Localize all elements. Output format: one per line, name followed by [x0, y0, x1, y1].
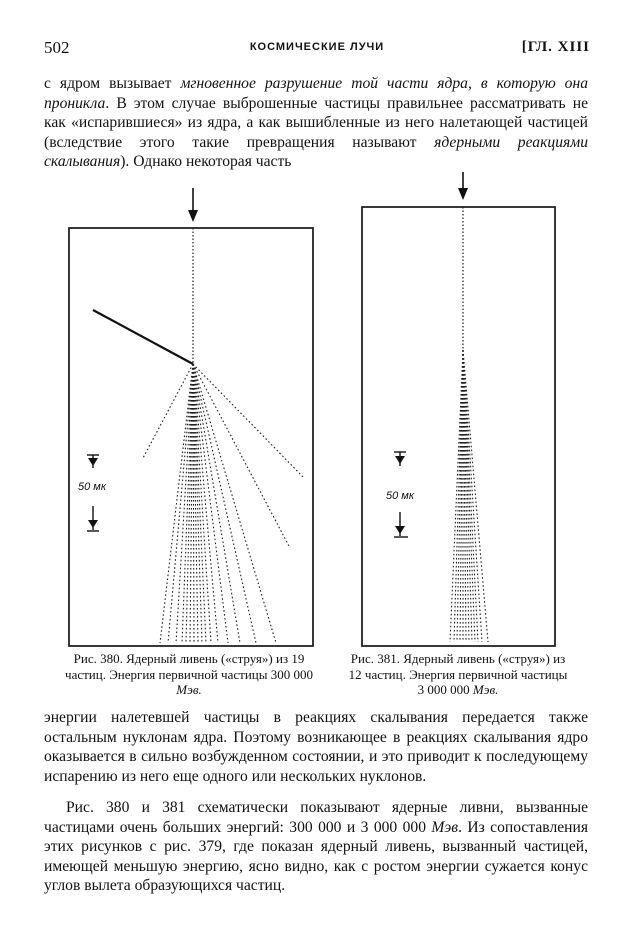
figure-381-track-1 — [450, 350, 463, 642]
figure-381-arrow-head — [458, 188, 468, 200]
figure-380-track-2 — [160, 364, 193, 643]
figure-381-shower-tracks — [450, 350, 488, 642]
figure-381-caption-unit: Мэв. — [472, 682, 499, 697]
figure-380-track-6 — [186, 364, 193, 643]
figure-380-heavy-track — [93, 310, 193, 364]
figure-380 — [68, 188, 314, 648]
figure-380-track-11 — [193, 364, 206, 643]
figure-380-track-7 — [190, 364, 193, 643]
paragraph-3 — [44, 798, 588, 896]
figure-381-track-9 — [463, 350, 475, 642]
running-title: КОСМИЧЕСКИЕ ЛУЧИ — [249, 41, 385, 53]
paragraph-3-emphasis: Мэв — [431, 818, 459, 836]
paragraph-1 — [44, 74, 588, 172]
paragraph-1-emphasis-b: ядерными реакциями скалывания — [44, 133, 588, 171]
figure-381-caption-text: Рис. 381. Ядерный ливень («струя») из 12 частиц. Энергия первичной частицы 3 000 000 — [348, 651, 568, 697]
figure-381-scale-label: 50 мк — [386, 490, 415, 502]
figure-380-track-19 — [193, 364, 304, 478]
chapter-label: [ГЛ. XIII — [521, 39, 590, 55]
figure-380-track-14 — [193, 364, 228, 643]
figure-380-scale-label: 50 мк — [78, 481, 107, 493]
figure-380-track-15 — [193, 364, 240, 643]
page-header — [44, 38, 590, 58]
figure-380-caption-text: Рис. 380. Ядерный ливень («струя») из 19 частиц. Энергия первичной частицы 300 000 — [65, 651, 313, 682]
paragraph-1-text-c: ). Однако некоторая часть — [120, 153, 292, 171]
figure-381-drawing — [358, 172, 558, 648]
figure-381 — [358, 172, 558, 648]
figure-380-caption-unit: Мэв. — [176, 682, 202, 697]
figure-380-caption — [58, 651, 320, 698]
figure-380-track-16 — [193, 364, 256, 643]
page-number: 502 — [44, 38, 70, 57]
figure-381-frame — [362, 207, 555, 646]
paragraph-3-text-b: . Из сопоставления этих рисунков с рис. 379, где показан ядерный ливень, вызванный частицей, имеющей меньшую энергию, ясно видно, как с ростом энергии сужается конус углов вылета образующихся частиц. — [44, 818, 589, 895]
paragraph-2: энергии налетевшей частицы в реакциях скалывания передается также остальным нуклонам ядра. Поэтому возникающее в реакциях скалывания ядро оказывается в сильно возбужденном состоянии, и это приводит к последующему испарению из него еще одного или нескольких нуклонов. — [44, 709, 588, 785]
figure-381-track-2 — [454, 350, 463, 642]
figure-380-track-12 — [193, 364, 211, 643]
paragraph-3-text-a: Рис. 380 и 381 схематически показывают ядерные ливни, вызванные частицами очень больших энергий: 300 000 и 3 000 000 — [44, 799, 588, 836]
figure-380-track-8 — [193, 364, 194, 643]
figure-381-caption — [344, 651, 572, 698]
paragraph-1-text-a: с ядром вызывает — [44, 75, 181, 92]
figure-380-arrow-head — [188, 210, 198, 222]
figure-380-track-3 — [168, 364, 193, 643]
figure-380-shower-tracks — [143, 364, 304, 643]
paragraph-1-emphasis-a: мгновенное разрушение той части ядра, в которую она проникла — [44, 75, 589, 112]
figure-380-scale-bar — [87, 455, 99, 531]
figure-381-track-8 — [463, 350, 472, 642]
paragraph-1-text-b: . В этом случае выброшенные частицы правильнее рассматривать не как «испарившиеся» из ядра, а как вышибленные из него налетающей частицей (вследствие этого такие превращения называют — [44, 94, 588, 151]
figure-380-drawing — [68, 188, 314, 648]
